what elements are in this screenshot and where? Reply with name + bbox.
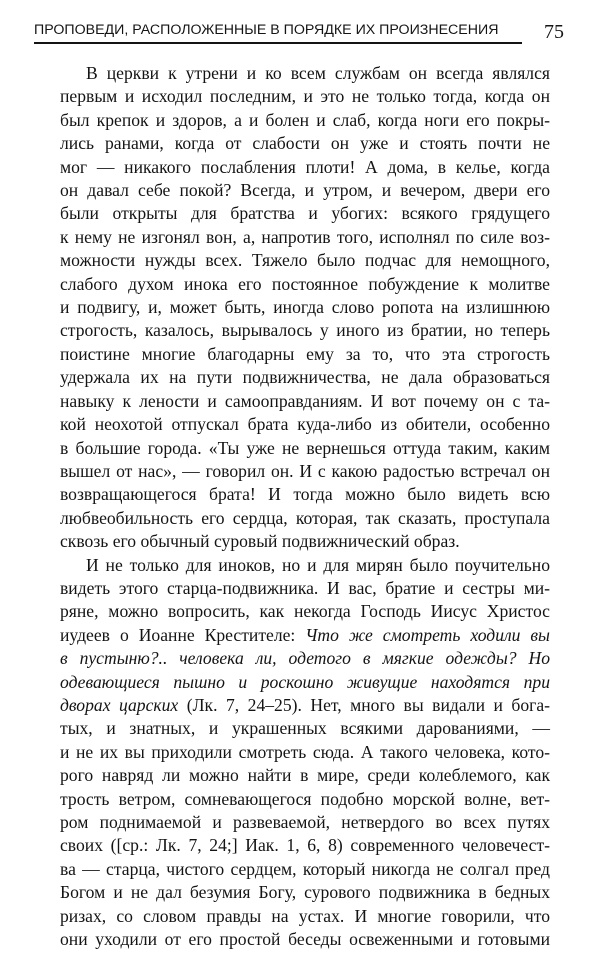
text-line	[60, 741, 550, 764]
text-line	[60, 273, 550, 296]
text-line	[60, 577, 550, 600]
text-segment: первым и исходил последним, и это не только тогда, когда он	[60, 86, 550, 107]
text-line	[60, 624, 550, 647]
text-segment: навыку к лености и самооправданиям. И вот почему он с та-	[60, 390, 550, 411]
text-segment: Богом и не дал безумия Богу, сурового подвижника в бедных	[60, 882, 550, 903]
text-line	[60, 319, 550, 342]
text-line	[60, 858, 550, 881]
italic-quote-segment: дворах царских	[60, 694, 179, 715]
text-line	[60, 249, 550, 272]
text-segment: трость ветром, сомневающегося подобно морской волне, вет-	[60, 788, 550, 809]
text-line	[60, 413, 550, 436]
text-line	[60, 881, 550, 904]
text-line	[60, 390, 550, 413]
text-segment: строгость, казалось, вырывалось у иного из братии, но теперь	[60, 320, 550, 341]
text-segment: поистине многие благодарны ему за то, что эта строгость	[60, 343, 550, 364]
text-line	[60, 62, 550, 85]
text-segment: и подвигу, и, может быть, иногда слово ропота на излишнюю	[60, 297, 550, 318]
text-segment: любвеобильность его сердца, которая, так сказать, проступала	[60, 507, 550, 528]
text-segment: сквозь его обычный суровый подвижнический образ.	[60, 531, 460, 552]
text-segment: видеть этого старца-подвижника. И вас, братие и сестры ми-	[60, 577, 550, 598]
text-line	[60, 179, 550, 202]
text-segment: можности нужды всех. Тяжело было подчас для немощного,	[60, 250, 550, 271]
text-line	[60, 483, 550, 506]
text-line	[60, 343, 550, 366]
text-segment: мог — никакого послабления плоти! А дома, в келье, когда	[60, 156, 550, 177]
text-line	[60, 460, 550, 483]
text-segment: они уходили от его простой беседы освеженными и готовыми	[60, 929, 550, 950]
text-line	[60, 834, 550, 857]
text-segment: и не их вы приходили смотреть сюда. А такого человека, кото-	[60, 741, 550, 762]
text-segment: И не только для иноков, но и для мирян было поучительно	[86, 554, 550, 575]
text-segment: вышел от нас», — говорил он. И с какою радостью встречал он	[60, 460, 550, 481]
text-segment: ром поднимаемой и развеваемой, нетвердого во всех путях	[60, 812, 550, 832]
text-segment: тых, и знатных, и украшенных всякими дарованиями, —	[60, 718, 550, 739]
text-line	[60, 600, 550, 623]
italic-quote-segment: в пустыню?.. человека ли, одетого в мягкие одежды? Но	[60, 648, 550, 669]
text-segment: слабого духом инока его постоянное побуждение к молитве	[60, 273, 550, 294]
text-segment: удержала их на пути подвижничества, не дала образоваться	[60, 367, 550, 388]
text-segment: ризах, со словом правды на устах. И многие говорили, что	[60, 905, 550, 926]
text-segment: ряне, можно вопросить, как некогда Господь Иисус Христос	[60, 601, 550, 622]
text-segment: В церкви к утрени и ко всем службам он всегда являлся	[86, 63, 550, 83]
text-line	[60, 156, 550, 179]
text-segment: лись ранами, когда от слабости он уже и стоять почти не	[60, 133, 550, 154]
text-line	[60, 530, 550, 553]
text-line	[60, 226, 550, 249]
text-line	[60, 905, 550, 928]
text-segment: рого навряд ли можно найти в мире, среди колеблемого, как	[60, 765, 550, 786]
text-segment: к нему не изгонял вон, а, напротив того, исполнял по силе воз-	[60, 226, 550, 247]
text-line	[60, 437, 550, 460]
text-line	[60, 507, 550, 530]
text-line	[60, 928, 550, 951]
text-line	[60, 202, 550, 225]
text-segment: иудеев о Иоанне Крестителе:	[60, 624, 306, 645]
text-segment: возвращающегося брата! И тогда можно было видеть всю	[60, 484, 550, 505]
text-line	[60, 85, 550, 108]
text-line	[60, 132, 550, 155]
text-line	[60, 764, 550, 787]
text-segment: в большие города. «Ты уже не вернешься оттуда таким, каким	[60, 437, 550, 458]
text-line	[60, 296, 550, 319]
text-line	[60, 717, 550, 740]
text-line	[60, 109, 550, 132]
running-header	[34, 20, 522, 44]
page-number: 75	[544, 21, 564, 43]
text-segment: кой неохотой отпускал брата куда-либо из обители, особенно	[60, 414, 550, 435]
text-line	[60, 788, 550, 811]
italic-quote-segment: Что же смотреть ходили вы	[305, 624, 550, 645]
text-line	[60, 811, 550, 834]
text-segment: были открыты для братства и убогих: всякого грядущего	[60, 203, 550, 224]
text-segment: был крепок и здоров, а и болен и слаб, когда ноги его покры-	[60, 109, 550, 130]
text-line	[60, 671, 550, 694]
text-segment: ва — старца, чистого сердцем, который никогда не солгал пред	[60, 858, 550, 879]
text-segment: (Лк. 7, 24–25). Нет, много вы видали и бога-	[178, 694, 551, 715]
text-segment: он давал себе покой? Всегда, и утром, и вечером, двери его	[60, 180, 550, 201]
body-text	[60, 62, 550, 951]
text-line	[60, 694, 550, 717]
text-line	[60, 366, 550, 389]
text-line	[60, 647, 550, 670]
text-segment: своих ([ср.: Лк. 7, 24;] Иак. 1, 6, 8) современного человечест-	[60, 835, 550, 856]
text-line	[60, 554, 550, 577]
running-title: ПРОПОВЕДИ, РАСПОЛОЖЕННЫЕ В ПОРЯДКЕ ИХ ПРОИЗНЕСЕНИЯ	[34, 22, 499, 38]
italic-quote-segment: одевающиеся пышно и роскошно живущие находятся при	[60, 671, 550, 692]
